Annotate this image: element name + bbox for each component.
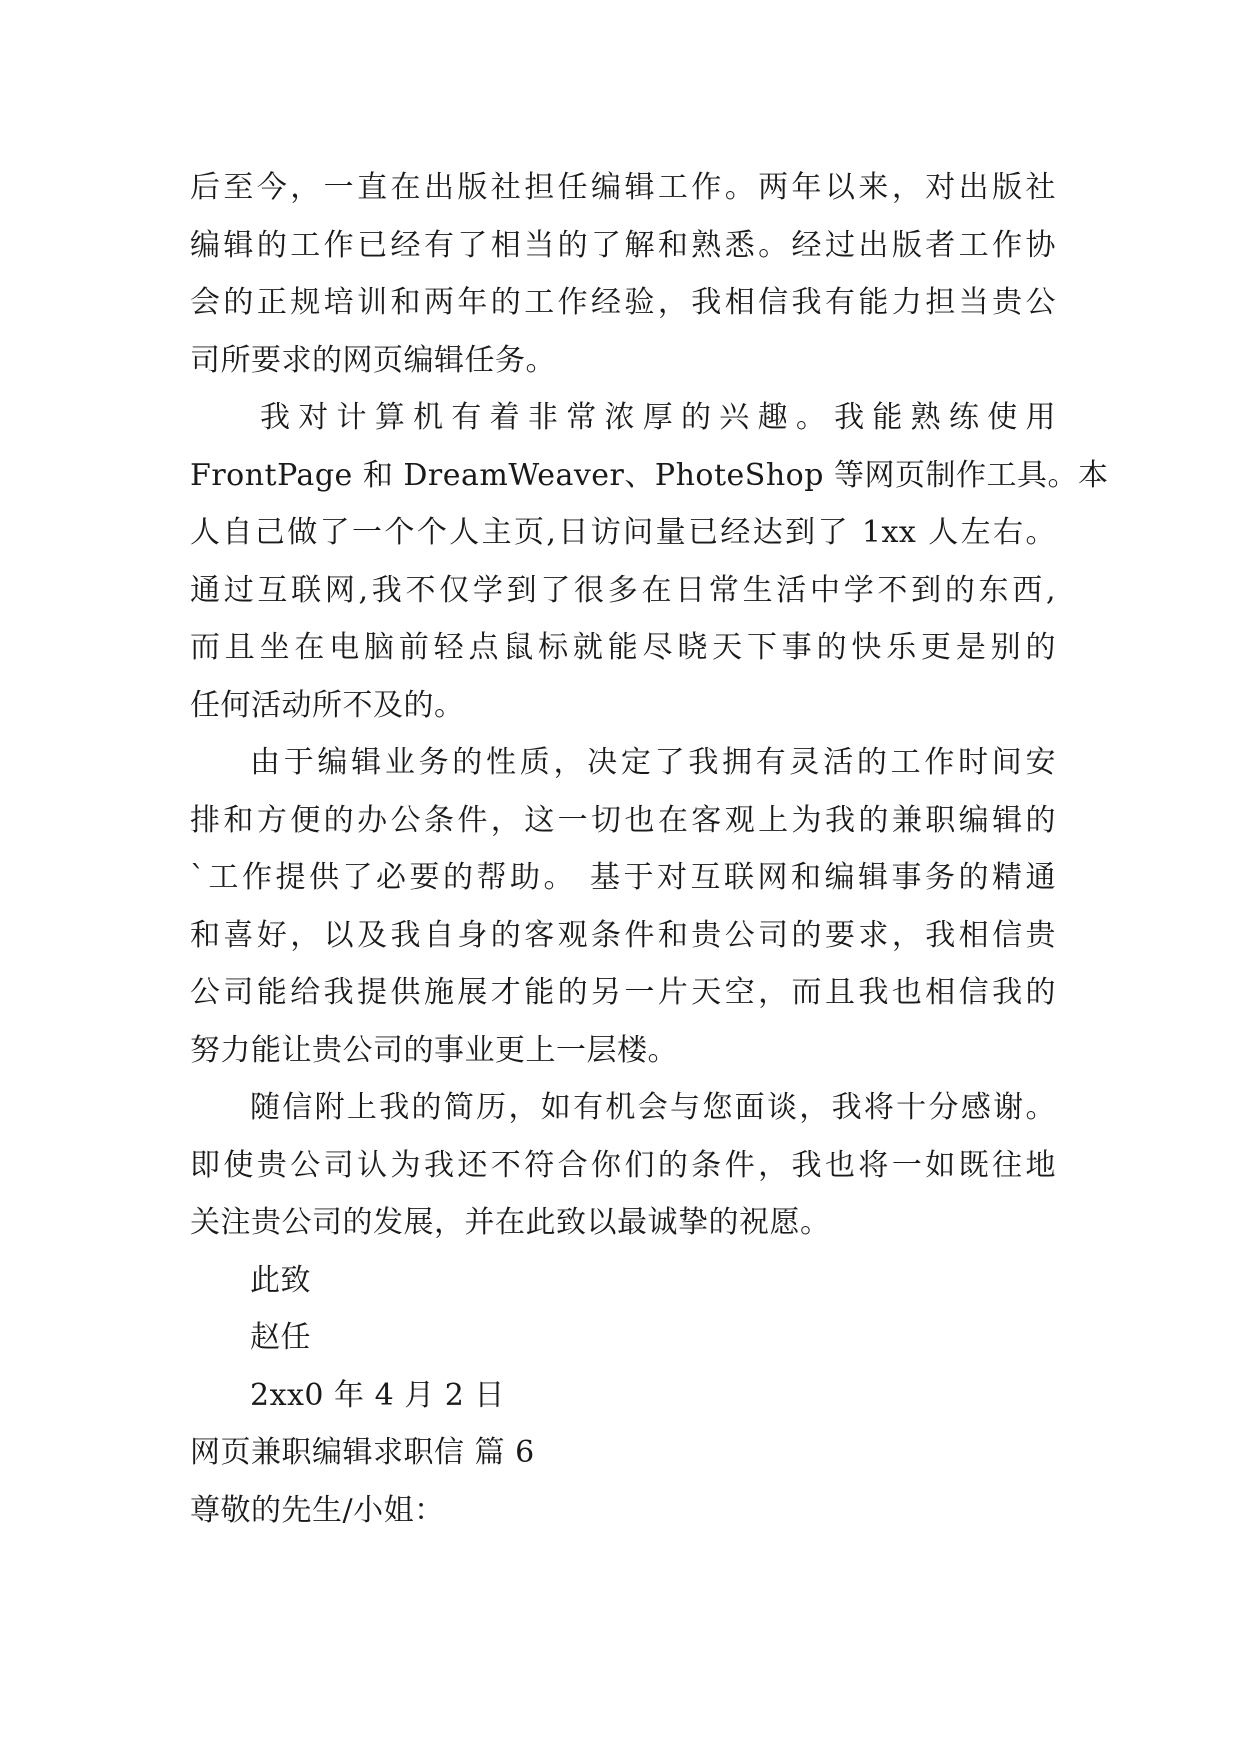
greeting-line: 尊敬的先生/小姐： — [190, 1492, 445, 1528]
text-line-2: 编辑的工作已经有了相当的了解和熟悉。经过出版者工作协 — [190, 227, 1056, 263]
text-line-5: 我对计算机有着非常浓厚的兴趣。我能熟练使用 — [260, 400, 1056, 435]
text-line-1: 后至今，一直在出版社担任编辑工作。两年以来，对出版社 — [190, 170, 1056, 205]
text-line-14: 和喜好，以及我自身的客观条件和贵公司的要求，我相信贵 — [190, 917, 1056, 953]
section-heading: 网页兼职编辑求职信 篇 6 — [190, 1435, 535, 1470]
signature-name: 赵任 — [250, 1320, 311, 1355]
text-line-3: 会的正规培训和两年的工作经验，我相信我有能力担当贵公 — [190, 285, 1056, 320]
text-line-16: 努力能让贵公司的事业更上一层楼。 — [190, 1032, 678, 1068]
text-line-19: 关注贵公司的发展，并在此致以最诚挚的祝愿。 — [190, 1205, 831, 1240]
text-line-9: 而且坐在电脑前轻点鼠标就能尽晓天下事的快乐更是别的 — [190, 630, 1056, 665]
text-line-13: `工作提供了必要的帮助。 基于对互联网和编辑事务的精通 — [190, 860, 1056, 895]
letter-body — [190, 159, 1109, 1539]
text-line-4: 司所要求的网页编辑任务。 — [190, 342, 556, 378]
text-line-6: FrontPage 和 DreamWeaver、PhoteShop 等网页制作工具。本 — [190, 457, 1109, 493]
text-line-11: 由于编辑业务的性质，决定了我拥有灵活的工作时间安 — [250, 745, 1056, 780]
text-line-7: 人自己做了一个个人主页,日访问量已经达到了 1xx 人左右。 — [190, 515, 1056, 550]
letter-date: 2xx0 年 4 月 2 日 — [250, 1377, 505, 1413]
text-line-10: 任何活动所不及的。 — [190, 687, 465, 723]
text-line-8: 通过互联网,我不仅学到了很多在日常生活中学不到的东西, — [190, 572, 1056, 608]
text-line-17: 随信附上我的简历，如有机会与您面谈，我将十分感谢。 — [250, 1090, 1056, 1125]
salutation-closing: 此致 — [250, 1262, 311, 1298]
text-line-15: 公司能给我提供施展才能的另一片天空，而且我也相信我的 — [190, 975, 1056, 1010]
text-line-12: 排和方便的办公条件，这一切也在客观上为我的兼职编辑的 — [190, 802, 1056, 838]
text-line-18: 即使贵公司认为我还不符合你们的条件，我也将一如既往地 — [190, 1147, 1056, 1183]
